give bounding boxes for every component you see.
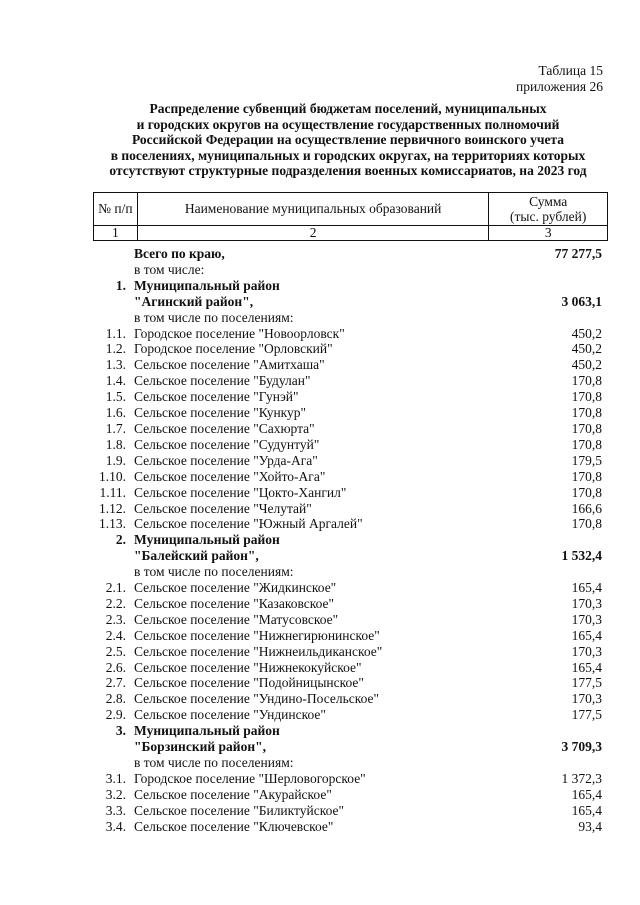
settlement-number: 3.4. xyxy=(105,818,126,834)
settlement-value: 170,3 xyxy=(571,595,602,611)
settlement-row xyxy=(93,437,608,453)
settlement-number: 1.8. xyxy=(105,436,126,452)
settlement-name: Сельское поселение "Ключевское" xyxy=(134,818,334,834)
settlement-row xyxy=(93,675,608,691)
settlement-row xyxy=(93,389,608,405)
settlement-row xyxy=(93,485,608,501)
settlement-number: 1.2. xyxy=(105,341,126,357)
district-spacer xyxy=(93,564,132,580)
settlement-row xyxy=(93,326,608,342)
settlement-name: Городское поселение "Орловский" xyxy=(134,341,333,357)
district-number: 3. xyxy=(115,723,126,739)
settlement-number: 2.4. xyxy=(105,627,126,643)
district-name-row xyxy=(93,548,608,564)
settlement-number: 1.6. xyxy=(105,405,126,421)
district-spacer xyxy=(93,739,132,755)
settlement-row xyxy=(93,628,608,644)
header-sum-label: Сумма xyxy=(529,194,568,209)
settlement-row xyxy=(93,771,608,787)
title-line: в поселениях, муниципальных и городских округах, на территориях которых xyxy=(110,147,586,163)
title-line: Распределение субвенций бюджетам поселений, муниципальных xyxy=(149,101,547,116)
district-sub-row xyxy=(93,564,608,580)
settlement-row xyxy=(93,803,608,819)
header-index-2: 2 xyxy=(137,226,489,241)
settlement-number: 3.2. xyxy=(105,786,126,802)
header-col-name: Наименование муниципальных образований xyxy=(137,193,489,226)
settlement-value: 1 372,3 xyxy=(561,770,602,786)
title-line: Российской Федерации на осуществление первичного воинского учета xyxy=(132,132,564,148)
district-name: "Агинский район", xyxy=(134,293,254,309)
settlement-value: 170,8 xyxy=(571,405,602,421)
district-sub-label: в том числе по поселениям: xyxy=(134,755,294,770)
district-sub-row xyxy=(93,755,608,771)
district-name-row xyxy=(93,294,608,310)
settlement-value: 170,8 xyxy=(571,420,602,436)
settlement-value: 170,8 xyxy=(571,436,602,452)
settlement-value: 165,4 xyxy=(571,659,602,675)
settlement-name: Сельское поселение "Матусовское" xyxy=(134,611,339,627)
caption-appendix: приложения 26 xyxy=(515,79,603,94)
district-row xyxy=(93,532,608,548)
settlement-row xyxy=(93,660,608,676)
district-value: 3 709,3 xyxy=(561,739,602,755)
total-sub-label: в том числе: xyxy=(134,261,205,277)
settlement-name: Сельское поселение "Жидкинское" xyxy=(134,580,337,596)
settlement-value: 450,2 xyxy=(571,325,602,341)
settlement-row xyxy=(93,516,608,532)
district-value: 3 063,1 xyxy=(561,293,602,309)
settlement-name: Сельское поселение "Нижнегирюнинское" xyxy=(134,627,380,643)
settlement-value: 165,4 xyxy=(571,627,602,643)
settlement-row xyxy=(93,469,608,485)
settlement-name: Сельское поселение "Хойто-Ага" xyxy=(134,468,326,484)
district-spacer xyxy=(482,532,608,548)
settlement-name: Сельское поселение "Южный Аргалей" xyxy=(134,516,363,532)
settlement-value: 450,2 xyxy=(571,357,602,373)
settlement-number: 1.7. xyxy=(105,420,126,436)
settlement-row xyxy=(93,373,608,389)
settlement-name: Сельское поселение "Урда-Ага" xyxy=(134,452,318,468)
district-name: "Балейский район", xyxy=(134,548,259,564)
settlement-row xyxy=(93,453,608,469)
district-name-row xyxy=(93,739,608,755)
settlement-value: 170,8 xyxy=(571,516,602,532)
district-sub-row xyxy=(93,310,608,326)
district-number: 2. xyxy=(115,532,126,548)
settlement-name: Сельское поселение "Гунэй" xyxy=(134,389,299,405)
settlement-name: Городское поселение "Шерловогорское" xyxy=(134,770,366,786)
settlement-name: Городское поселение "Новоорловск" xyxy=(134,325,345,341)
settlement-name: Сельское поселение "Цокто-Хангил" xyxy=(134,484,347,500)
settlement-value: 170,3 xyxy=(571,643,602,659)
settlement-number: 2.1. xyxy=(105,580,126,596)
settlement-number: 1.3. xyxy=(105,357,126,373)
settlement-number: 1.11. xyxy=(99,484,126,500)
settlement-name: Сельское поселение "Акурайское" xyxy=(134,786,332,802)
header-index-1: 1 xyxy=(94,226,138,241)
settlement-number: 2.9. xyxy=(105,707,126,723)
settlement-number: 2.7. xyxy=(105,675,126,691)
settlement-row xyxy=(93,357,608,373)
settlement-row xyxy=(93,501,608,517)
district-spacer xyxy=(93,755,132,771)
header-index-3: 3 xyxy=(489,226,608,241)
settlement-name: Сельское поселение "Кункур" xyxy=(134,405,307,421)
settlement-value: 177,5 xyxy=(571,675,602,691)
settlement-value: 170,8 xyxy=(571,484,602,500)
district-spacer xyxy=(482,564,608,580)
district-row xyxy=(93,278,608,294)
settlement-number: 2.8. xyxy=(105,691,126,707)
settlement-number: 1.1. xyxy=(105,325,126,341)
settlement-row xyxy=(93,644,608,660)
settlement-name: Сельское поселение "Нижнекокуйское" xyxy=(134,659,362,675)
district-sub-label: в том числе по поселениям: xyxy=(134,309,294,325)
settlement-name: Сельское поселение "Ундино-Посельское" xyxy=(134,691,380,707)
settlement-value: 177,5 xyxy=(571,707,602,723)
settlement-name: Сельское поселение "Подойницынское" xyxy=(134,675,364,691)
settlement-value: 170,3 xyxy=(571,691,602,707)
title-line: отсутствуют структурные подразделения военных комиссариатов, на 2023 год xyxy=(109,163,587,179)
settlement-value: 170,3 xyxy=(571,611,602,627)
district-sub-label: в том числе по поселениям: xyxy=(134,564,294,580)
settlement-value: 165,4 xyxy=(571,580,602,596)
district-spacer xyxy=(482,723,608,739)
settlement-name: Сельское поселение "Биликтуйское" xyxy=(134,802,345,818)
settlement-number: 1.13. xyxy=(99,516,126,532)
settlement-name: Сельское поселение "Сахюрта" xyxy=(134,420,315,436)
settlement-value: 165,4 xyxy=(571,786,602,802)
document-title xyxy=(88,101,608,179)
settlement-name: Сельское поселение "Будулан" xyxy=(134,373,311,389)
district-spacer xyxy=(93,310,132,326)
settlement-row xyxy=(93,580,608,596)
settlement-value: 179,5 xyxy=(571,452,602,468)
district-value: 1 532,4 xyxy=(561,548,602,564)
district-number: 1. xyxy=(115,277,126,293)
settlement-row xyxy=(93,707,608,723)
district-spacer xyxy=(482,755,608,771)
district-row xyxy=(93,723,608,739)
settlement-number: 1.4. xyxy=(105,373,126,389)
settlement-name: Сельское поселение "Ундинское" xyxy=(134,707,326,723)
settlement-number: 1.9. xyxy=(105,452,126,468)
settlement-value: 170,8 xyxy=(571,468,602,484)
settlement-number: 3.1. xyxy=(105,770,126,786)
table-body xyxy=(93,246,608,835)
district-spacer xyxy=(93,548,132,564)
settlement-value: 166,6 xyxy=(571,500,602,516)
settlement-value: 170,8 xyxy=(571,389,602,405)
settlement-number: 2.6. xyxy=(105,659,126,675)
district-type: Муниципальный район xyxy=(134,532,280,548)
settlement-number: 3.3. xyxy=(105,802,126,818)
settlement-row xyxy=(93,405,608,421)
settlement-name: Сельское поселение "Судунтуй" xyxy=(134,436,320,452)
settlement-row xyxy=(93,691,608,707)
settlement-value: 93,4 xyxy=(578,818,602,834)
header-sum-unit: (тыс. рублей) xyxy=(510,209,587,224)
settlement-number: 2.5. xyxy=(105,643,126,659)
settlement-number: 1.10. xyxy=(99,468,126,484)
settlement-name: Сельское поселение "Амитхаша" xyxy=(134,357,325,373)
total-sub-row xyxy=(93,262,608,278)
total-label: Всего по краю, xyxy=(134,246,225,261)
settlement-row xyxy=(93,612,608,628)
settlement-number: 2.2. xyxy=(105,595,126,611)
district-spacer xyxy=(482,310,608,326)
settlement-row xyxy=(93,596,608,612)
district-type: Муниципальный район xyxy=(134,277,280,293)
header-col-number: № п/п xyxy=(94,193,138,226)
district-spacer xyxy=(93,294,132,310)
header-col-sum xyxy=(489,193,608,226)
settlement-name: Сельское поселение "Челутай" xyxy=(134,500,312,516)
caption-table-number: Таблица 15 xyxy=(538,63,603,78)
settlement-value: 170,8 xyxy=(571,373,602,389)
district-type: Муниципальный район xyxy=(134,723,280,739)
settlement-value: 450,2 xyxy=(571,341,602,357)
table-header xyxy=(93,192,608,241)
settlement-number: 1.5. xyxy=(105,389,126,405)
settlement-row xyxy=(93,819,608,835)
settlement-row xyxy=(93,341,608,357)
settlement-row xyxy=(93,787,608,803)
settlement-name: Сельское поселение "Нижнеильдиканское" xyxy=(134,643,383,659)
district-name: "Борзинский район", xyxy=(134,739,266,755)
settlement-name: Сельское поселение "Казаковское" xyxy=(134,595,335,611)
total-value: 77 277,5 xyxy=(554,246,602,261)
table-caption xyxy=(516,63,603,95)
district-spacer xyxy=(482,278,608,294)
settlement-value: 165,4 xyxy=(571,802,602,818)
settlement-number: 2.3. xyxy=(105,611,126,627)
title-line: и городских округов на осуществление государственных полномочий xyxy=(136,116,560,132)
settlement-number: 1.12. xyxy=(99,500,126,516)
settlement-row xyxy=(93,421,608,437)
total-row xyxy=(93,246,608,262)
